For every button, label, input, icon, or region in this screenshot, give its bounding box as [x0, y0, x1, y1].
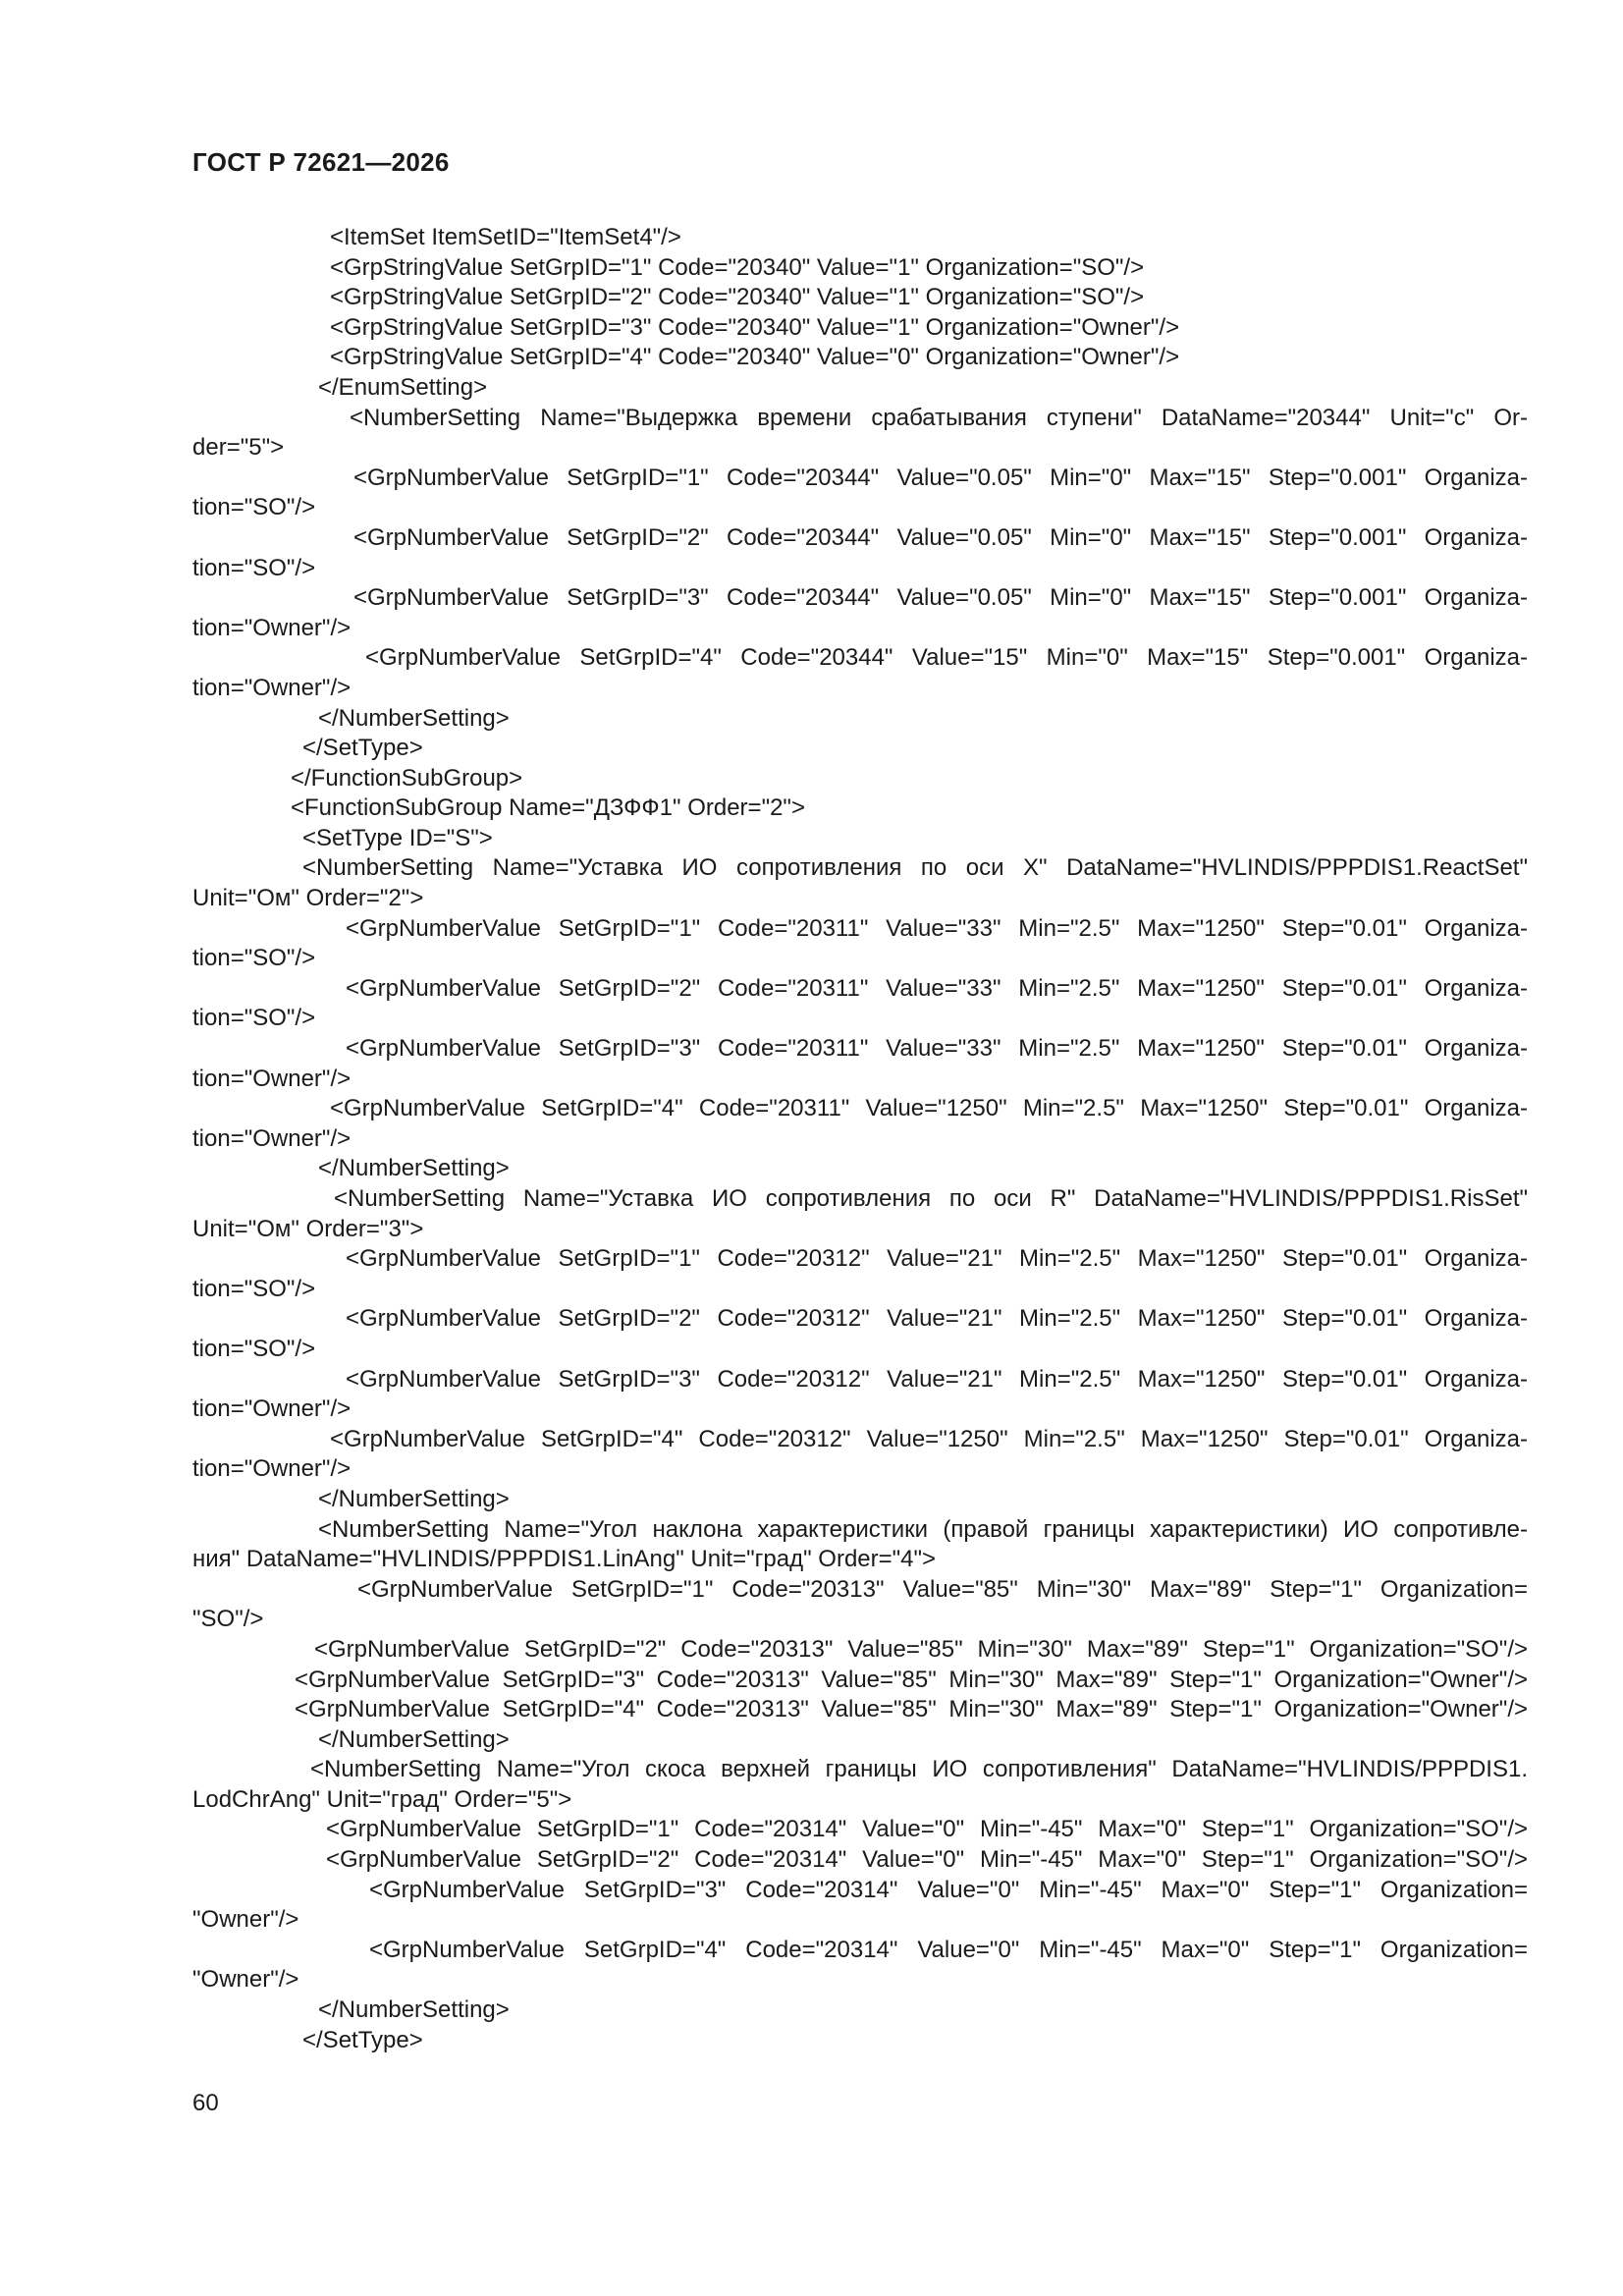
xml-line: <GrpNumberValue SetGrpID="3" Code="20344" Value="0.05" Min="0" Max="15" Step="0.001" Organiza- — [353, 584, 1528, 612]
xml-line: <NumberSetting Name="Угол наклона характеристики (правой границы характеристики) ИО сопротивле- — [318, 1515, 1528, 1543]
xml-line: <GrpNumberValue SetGrpID="3" Code="20311" Value="33" Min="2.5" Max="1250" Step="0.01" Organiza- — [346, 1035, 1528, 1063]
xml-listing — [192, 223, 1528, 2055]
xml-line: <GrpNumberValue SetGrpID="1" Code="20311" Value="33" Min="2.5" Max="1250" Step="0.01" Organiza- — [346, 914, 1528, 942]
xml-line: <GrpStringValue SetGrpID="3" Code="20340" Value="1" Organization="Owner"/> — [330, 313, 1180, 341]
xml-line: <NumberSetting Name="Выдержка времени срабатывания ступени" DataName="20344" Unit="с" Or- — [350, 404, 1528, 431]
xml-line: <ItemSet ItemSetID="ItemSet4"/> — [330, 224, 681, 250]
xml-line: "Owner"/> — [192, 1906, 299, 1934]
xml-line: <GrpStringValue SetGrpID="2" Code="20340" Value="1" Organization="SO"/> — [330, 284, 1145, 311]
xml-line: <GrpNumberValue SetGrpID="4" Code="20312" Value="1250" Min="2.5" Max="1250" Step="0.01" Organiza- — [330, 1425, 1528, 1452]
xml-line: tion="SO"/> — [192, 945, 316, 972]
xml-line: </SetType> — [302, 2026, 423, 2053]
page-number: 60 — [192, 2090, 219, 2116]
xml-line: <GrpStringValue SetGrpID="1" Code="20340" Value="1" Organization="SO"/> — [330, 253, 1145, 281]
xml-line: <GrpNumberValue SetGrpID="1" Code="20344" Value="0.05" Min="0" Max="15" Step="0.001" Organiza- — [353, 464, 1528, 491]
xml-line: <GrpNumberValue SetGrpID="2" Code="20314" Value="0" Min="-45" Max="0" Step="1" Organization="SO"/> — [326, 1846, 1528, 1874]
xml-line: tion="SO"/> — [192, 554, 316, 581]
xml-line: <GrpNumberValue SetGrpID="2" Code="20344" Value="0.05" Min="0" Max="15" Step="0.001" Organiza- — [353, 523, 1528, 551]
xml-line: "SO"/> — [192, 1606, 264, 1633]
xml-line: <NumberSetting Name="Уставка ИО сопротивления по оси R" DataName="HVLINDIS/PPPDIS1.RisSet" — [334, 1185, 1528, 1212]
xml-line: tion="Owner"/> — [192, 1395, 352, 1423]
xml-line: <NumberSetting Name="Угол скоса верхней границы ИО сопротивления" DataName="HVLINDIS/PPPDIS1. — [310, 1756, 1528, 1783]
xml-line: tion="SO"/> — [192, 1335, 316, 1362]
xml-line: LodChrAng" Unit="град" Order="5"> — [192, 1785, 572, 1813]
document-header: ГОСТ Р 72621—2026 — [192, 147, 450, 177]
xml-line: <GrpNumberValue SetGrpID="4" Code="20313" Value="85" Min="30" Max="89" Step="1" Organization="Owner"/> — [295, 1696, 1528, 1723]
xml-line: tion="Owner"/> — [192, 614, 352, 641]
xml-line: tion="SO"/> — [192, 1005, 316, 1032]
xml-line: <FunctionSubGroup Name="ДЗФФ1" Order="2"> — [291, 794, 805, 822]
xml-line: <GrpNumberValue SetGrpID="4" Code="20311" Value="1250" Min="2.5" Max="1250" Step="0.01" Organiza- — [330, 1095, 1528, 1122]
xml-line: Unit="Ом" Order="3"> — [192, 1215, 424, 1242]
xml-line: </NumberSetting> — [318, 1996, 510, 2024]
xml-line: </EnumSetting> — [318, 373, 488, 401]
xml-line: <GrpNumberValue SetGrpID="3" Code="20312" Value="21" Min="2.5" Max="1250" Step="0.01" Organiza- — [346, 1365, 1528, 1393]
xml-line: </NumberSetting> — [318, 1485, 510, 1512]
xml-line: <SetType ID="S"> — [302, 824, 493, 851]
xml-line: <GrpNumberValue SetGrpID="3" Code="20314" Value="0" Min="-45" Max="0" Step="1" Organization= — [369, 1876, 1528, 1903]
xml-line: </NumberSetting> — [318, 1725, 510, 1753]
xml-line: tion="Owner"/> — [192, 674, 352, 701]
xml-line: <GrpNumberValue SetGrpID="4" Code="20314" Value="0" Min="-45" Max="0" Step="1" Organization= — [369, 1936, 1528, 1963]
xml-line: <GrpNumberValue SetGrpID="2" Code="20311" Value="33" Min="2.5" Max="1250" Step="0.01" Organiza- — [346, 974, 1528, 1002]
xml-line: tion="SO"/> — [192, 494, 316, 521]
xml-line: </FunctionSubGroup> — [291, 764, 523, 792]
xml-line: ния" DataName="HVLINDIS/PPPDIS1.LinAng" Unit="град" Order="4"> — [192, 1546, 937, 1573]
xml-line: <GrpStringValue SetGrpID="4" Code="20340" Value="0" Organization="Owner"/> — [330, 344, 1180, 371]
xml-line: <GrpNumberValue SetGrpID="1" Code="20312" Value="21" Min="2.5" Max="1250" Step="0.01" Organiza- — [346, 1245, 1528, 1273]
xml-line: tion="Owner"/> — [192, 1455, 352, 1483]
xml-line: </NumberSetting> — [318, 704, 510, 732]
xml-line: der="5"> — [192, 434, 285, 462]
xml-line: <NumberSetting Name="Уставка ИО сопротивления по оси X" DataName="HVLINDIS/PPPDIS1.ReactSet" — [302, 854, 1528, 882]
xml-line: tion="Owner"/> — [192, 1124, 352, 1152]
xml-line: <GrpNumberValue SetGrpID="2" Code="20313" Value="85" Min="30" Max="89" Step="1" Organization="SO"/> — [314, 1635, 1528, 1663]
xml-line: Unit="Ом" Order="2"> — [192, 885, 424, 912]
xml-line: <GrpNumberValue SetGrpID="1" Code="20313" Value="85" Min="30" Max="89" Step="1" Organization= — [357, 1575, 1528, 1603]
xml-line: </SetType> — [302, 735, 423, 762]
xml-line: <GrpNumberValue SetGrpID="3" Code="20313" Value="85" Min="30" Max="89" Step="1" Organization="Owner"/> — [295, 1666, 1528, 1693]
xml-line: <GrpNumberValue SetGrpID="2" Code="20312" Value="21" Min="2.5" Max="1250" Step="0.01" Organiza- — [346, 1305, 1528, 1333]
xml-line: tion="SO"/> — [192, 1275, 316, 1302]
xml-line: <GrpNumberValue SetGrpID="4" Code="20344" Value="15" Min="0" Max="15" Step="0.001" Organiza- — [365, 644, 1528, 672]
xml-line: </NumberSetting> — [318, 1155, 510, 1182]
xml-line: "Owner"/> — [192, 1966, 299, 1994]
xml-line: <GrpNumberValue SetGrpID="1" Code="20314" Value="0" Min="-45" Max="0" Step="1" Organization="SO"/> — [326, 1816, 1528, 1843]
xml-line: tion="Owner"/> — [192, 1065, 352, 1092]
